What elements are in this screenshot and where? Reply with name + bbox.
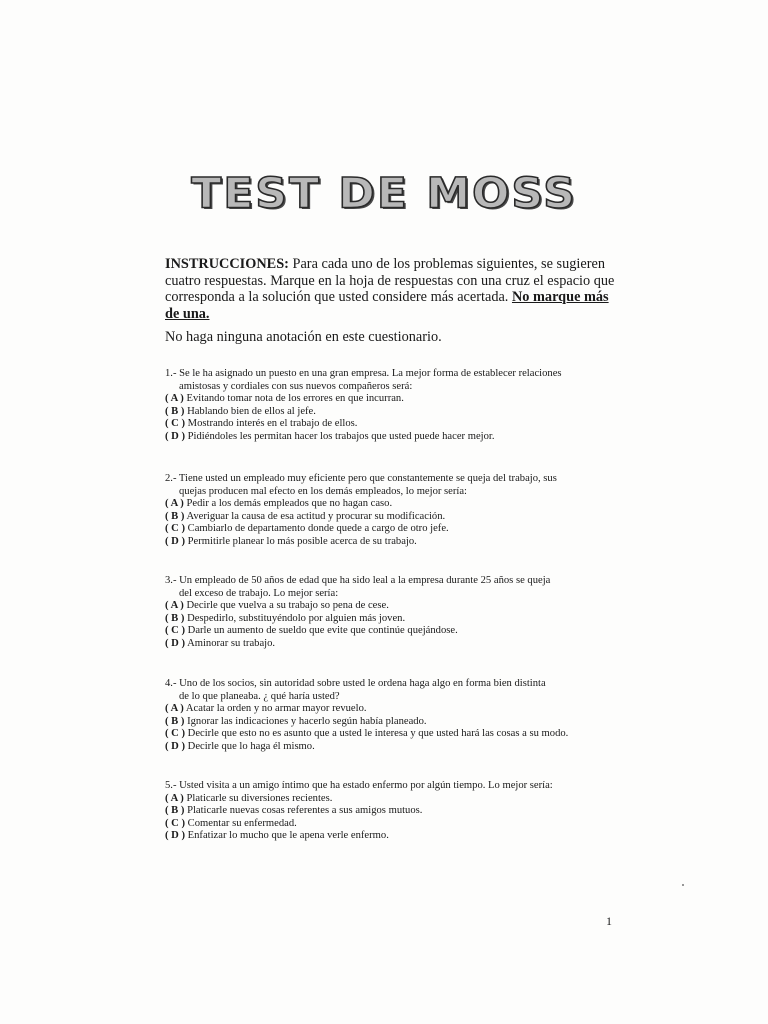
option-text: Acatar la orden y no armar mayor revuelo. <box>183 703 367 715</box>
question-stem-continuation: quejas producen mal efecto en los demás empleados, lo mejor sería: <box>179 485 467 497</box>
option-text: Pedir a los demás empleados que no hagan caso. <box>183 498 393 510</box>
option-text: Averiguar la causa de esa actitud y procurar su modificación. <box>184 510 446 522</box>
option-text: Decirle que vuelva a su trabajo so pena de cese. <box>183 600 389 612</box>
option-letter: ( B ) <box>165 715 185 727</box>
option-a <box>165 498 605 511</box>
option-text: Aminorar su trabajo. <box>185 637 276 649</box>
option-letter: ( D ) <box>165 430 186 442</box>
question-5 <box>165 780 605 843</box>
instructions-text: Para cada uno de los problemas siguientes, se sugieren cuatro respuestas. Marque en la hoja de respuestas con una cruz el espacio que corresponda a la solución que usted considere más acertada. <box>165 256 615 305</box>
question-stem <box>165 575 605 600</box>
question-stem-line: 1.- Se le ha asignado un puesto en una gran empresa. La mejor forma de establecer relaciones <box>165 368 562 379</box>
option-text: Decirle que lo haga él mismo. <box>185 740 315 752</box>
option-text: Despedirlo, substituyéndolo por alguien más joven. <box>184 612 406 624</box>
option-letter: ( A ) <box>165 792 184 804</box>
option-a <box>165 393 605 406</box>
page-number: 1 <box>606 914 612 928</box>
option-text: Platicarle su diversiones recientes. <box>183 792 333 804</box>
question-1 <box>165 368 605 444</box>
option-a <box>165 600 605 613</box>
question-2 <box>165 473 605 549</box>
option-letter: ( D ) <box>165 637 186 649</box>
option-text: Decirle que esto no es asunto que a usted le interesa y que usted hará las cosas a su modo. <box>185 728 569 740</box>
option-d <box>165 638 605 651</box>
option-letter: ( A ) <box>165 600 184 612</box>
option-a <box>165 703 605 716</box>
option-letter: ( C ) <box>165 625 186 637</box>
question-stem <box>165 780 605 793</box>
option-b <box>165 511 605 524</box>
option-letter: ( C ) <box>165 523 186 535</box>
option-letter: ( D ) <box>165 535 186 547</box>
option-letter: ( C ) <box>165 728 186 740</box>
option-d <box>165 741 605 754</box>
question-stem-line: 3.- Un empleado de 50 años de edad que ha sido leal a la empresa durante 25 años se queja <box>165 575 551 586</box>
option-text: Enfatizar lo mucho que le apena verle enfermo. <box>185 830 389 842</box>
option-c <box>165 625 605 638</box>
option-letter: ( A ) <box>165 393 184 405</box>
option-letter: ( A ) <box>165 498 184 510</box>
option-text: Platicarle nuevas cosas referentes a sus amigos mutuos. <box>184 805 423 817</box>
option-c <box>165 418 605 431</box>
option-d <box>165 431 605 444</box>
option-text: Comentar su enfermedad. <box>185 817 297 829</box>
option-letter: ( C ) <box>165 418 186 430</box>
option-letter: ( D ) <box>165 740 186 752</box>
option-letter: ( D ) <box>165 830 186 842</box>
option-letter: ( A ) <box>165 703 184 715</box>
question-3 <box>165 575 605 651</box>
question-stem <box>165 473 605 498</box>
option-c <box>165 728 605 741</box>
option-text: Darle un aumento de sueldo que evite que continúe quejándose. <box>185 625 458 637</box>
question-stem <box>165 368 605 393</box>
option-letter: ( B ) <box>165 612 185 624</box>
option-text: Mostrando interés en el trabajo de ellos. <box>185 418 358 430</box>
option-c <box>165 818 605 831</box>
option-letter: ( C ) <box>165 817 186 829</box>
option-a <box>165 793 605 806</box>
option-b <box>165 805 605 818</box>
question-stem-continuation: amistosas y cordiales con sus nuevos compañeros será: <box>179 380 413 392</box>
page-title: TEST DE MOSS <box>191 169 577 218</box>
option-b <box>165 716 605 729</box>
option-text: Pidiéndoles les permitan hacer los trabajos que usted puede hacer mejor. <box>185 430 495 442</box>
option-text: Hablando bien de ellos al jefe. <box>184 405 316 417</box>
instructions-warning: No marque más de una. <box>165 289 609 322</box>
question-4 <box>165 678 605 754</box>
option-text: Permitirle planear lo más posible acerca de su trabajo. <box>185 535 417 547</box>
option-c <box>165 523 605 536</box>
option-b <box>165 406 605 419</box>
question-stem-line: 5.- Usted visita a un amigo íntimo que ha estado enfermo por algún tiempo. Lo mejor sería: <box>165 780 553 791</box>
option-d <box>165 830 605 843</box>
question-stem-continuation: del exceso de trabajo. Lo mejor sería: <box>179 587 339 599</box>
scan-speck <box>682 884 684 886</box>
option-b <box>165 613 605 626</box>
question-stem <box>165 678 605 703</box>
questionnaire-note: No haga ninguna anotación en este cuestionario. <box>165 329 442 345</box>
question-stem-continuation: de lo que planeaba. ¿ qué haría usted? <box>179 690 340 702</box>
option-text: Evitando tomar nota de los errores en que incurran. <box>183 393 404 405</box>
option-text: Cambiarlo de departamento donde quede a cargo de otro jefe. <box>185 523 449 535</box>
option-letter: ( B ) <box>165 405 185 417</box>
instructions-label: INSTRUCCIONES: <box>165 256 289 272</box>
option-d <box>165 536 605 549</box>
option-letter: ( B ) <box>165 805 185 817</box>
question-stem-line: 2.- Tiene usted un empleado muy eficiente pero que constantemente se queja del trabajo, sus <box>165 473 557 484</box>
instructions-paragraph <box>165 256 625 322</box>
option-letter: ( B ) <box>165 510 185 522</box>
option-text: Ignorar las indicaciones y hacerlo según había planeado. <box>184 715 427 727</box>
question-stem-line: 4.- Uno de los socios, sin autoridad sobre usted le ordena haga algo en forma bien distinta <box>165 678 546 689</box>
